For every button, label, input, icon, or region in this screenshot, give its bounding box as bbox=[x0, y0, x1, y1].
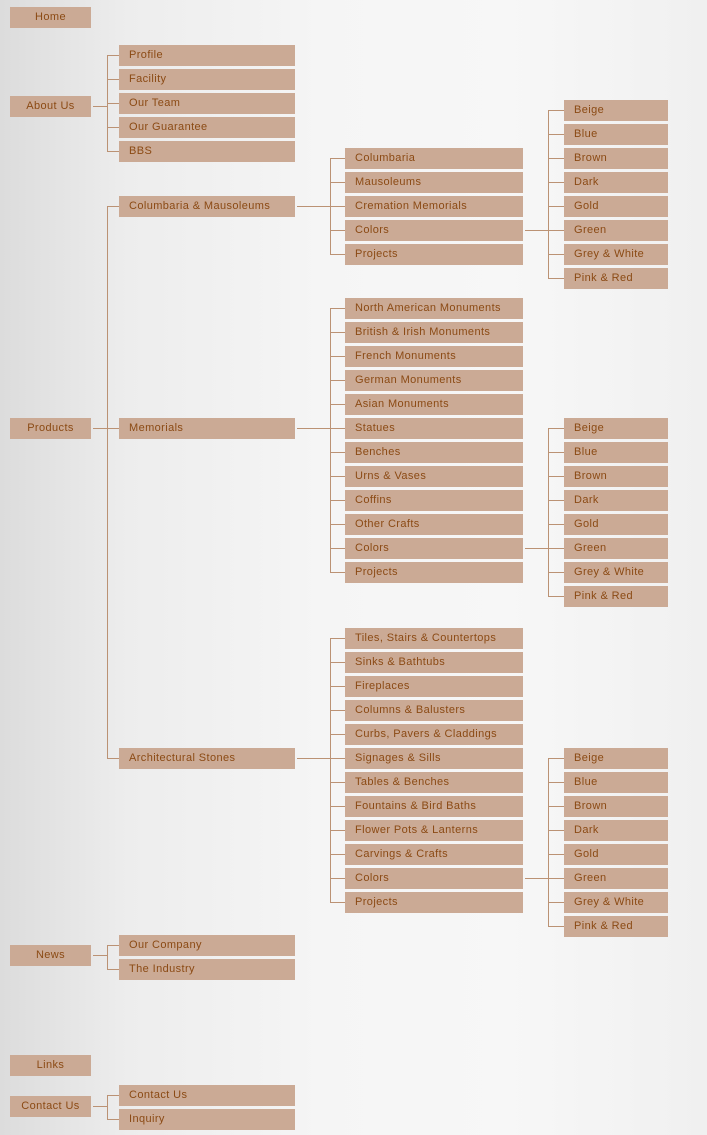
connector-stub bbox=[331, 524, 345, 525]
node-memorials[interactable]: Memorials bbox=[119, 418, 295, 439]
connector-stub bbox=[331, 854, 345, 855]
node-tiles-stairs-countertops[interactable]: Tiles, Stairs & Countertops bbox=[345, 628, 523, 649]
connector-stub bbox=[549, 830, 564, 831]
node-blue[interactable]: Blue bbox=[564, 124, 668, 145]
node-gold[interactable]: Gold bbox=[564, 844, 668, 865]
node-statues[interactable]: Statues bbox=[345, 418, 523, 439]
connector-stub bbox=[549, 758, 564, 759]
connector-vline bbox=[107, 945, 108, 970]
node-mausoleums[interactable]: Mausoleums bbox=[345, 172, 523, 193]
connector-stub bbox=[331, 206, 345, 207]
connector-stub bbox=[108, 79, 119, 80]
connector-hline bbox=[93, 1106, 108, 1107]
connector-stub bbox=[331, 332, 345, 333]
connector-hline bbox=[93, 106, 108, 107]
connector-vline bbox=[107, 55, 108, 152]
node-brown[interactable]: Brown bbox=[564, 148, 668, 169]
connector-stub bbox=[331, 710, 345, 711]
node-flower-pots-lanterns[interactable]: Flower Pots & Lanterns bbox=[345, 820, 523, 841]
connector-stub bbox=[549, 452, 564, 453]
node-facility[interactable]: Facility bbox=[119, 69, 295, 90]
node-pink-red[interactable]: Pink & Red bbox=[564, 586, 668, 607]
connector-vline bbox=[107, 206, 108, 759]
node-dark[interactable]: Dark bbox=[564, 172, 668, 193]
connector-hline bbox=[93, 955, 108, 956]
connector-stub bbox=[331, 380, 345, 381]
node-blue[interactable]: Blue bbox=[564, 442, 668, 463]
node-products[interactable]: Products bbox=[10, 418, 91, 439]
connector-stub bbox=[331, 878, 345, 879]
node-fountains-bird-baths[interactable]: Fountains & Bird Baths bbox=[345, 796, 523, 817]
node-colors[interactable]: Colors bbox=[345, 538, 523, 559]
node-urns-vases[interactable]: Urns & Vases bbox=[345, 466, 523, 487]
node-german-monuments[interactable]: German Monuments bbox=[345, 370, 523, 391]
node-other-crafts[interactable]: Other Crafts bbox=[345, 514, 523, 535]
node-green[interactable]: Green bbox=[564, 868, 668, 889]
node-coffins[interactable]: Coffins bbox=[345, 490, 523, 511]
connector-stub bbox=[331, 254, 345, 255]
node-home[interactable]: Home bbox=[10, 7, 91, 28]
node-gold[interactable]: Gold bbox=[564, 196, 668, 217]
connector-stub bbox=[331, 806, 345, 807]
node-carvings-crafts[interactable]: Carvings & Crafts bbox=[345, 844, 523, 865]
node-pink-red[interactable]: Pink & Red bbox=[564, 268, 668, 289]
node-beige[interactable]: Beige bbox=[564, 748, 668, 769]
connector-vline bbox=[330, 158, 331, 255]
node-architectural-stones[interactable]: Architectural Stones bbox=[119, 748, 295, 769]
connector-hline bbox=[297, 758, 331, 759]
node-our-guarantee[interactable]: Our Guarantee bbox=[119, 117, 295, 138]
connector-stub bbox=[549, 134, 564, 135]
node-beige[interactable]: Beige bbox=[564, 418, 668, 439]
connector-stub bbox=[549, 854, 564, 855]
connector-stub bbox=[108, 206, 119, 207]
connector-hline bbox=[525, 548, 549, 549]
node-columns-balusters[interactable]: Columns & Balusters bbox=[345, 700, 523, 721]
connector-stub bbox=[108, 945, 119, 946]
node-grey-white[interactable]: Grey & White bbox=[564, 244, 668, 265]
connector-stub bbox=[549, 476, 564, 477]
connector-stub bbox=[331, 572, 345, 573]
node-british-irish-monuments[interactable]: British & Irish Monuments bbox=[345, 322, 523, 343]
node-projects[interactable]: Projects bbox=[345, 562, 523, 583]
connector-stub bbox=[549, 548, 564, 549]
node-bbs[interactable]: BBS bbox=[119, 141, 295, 162]
node-columbaria[interactable]: Columbaria bbox=[345, 148, 523, 169]
connector-stub bbox=[549, 158, 564, 159]
connector-stub bbox=[331, 158, 345, 159]
connector-vline bbox=[107, 1095, 108, 1120]
node-curbs-pavers-claddings[interactable]: Curbs, Pavers & Claddings bbox=[345, 724, 523, 745]
connector-stub bbox=[549, 230, 564, 231]
connector-stub bbox=[108, 55, 119, 56]
node-fireplaces[interactable]: Fireplaces bbox=[345, 676, 523, 697]
node-grey-white[interactable]: Grey & White bbox=[564, 892, 668, 913]
connector-stub bbox=[331, 452, 345, 453]
connector-stub bbox=[549, 524, 564, 525]
connector-hline bbox=[525, 230, 549, 231]
node-links[interactable]: Links bbox=[10, 1055, 91, 1076]
connector-hline bbox=[297, 206, 331, 207]
node-our-team[interactable]: Our Team bbox=[119, 93, 295, 114]
connector-stub bbox=[331, 548, 345, 549]
node-columbaria-mausoleums[interactable]: Columbaria & Mausoleums bbox=[119, 196, 295, 217]
connector-stub bbox=[108, 151, 119, 152]
node-signages-sills[interactable]: Signages & Sills bbox=[345, 748, 523, 769]
connector-stub bbox=[331, 686, 345, 687]
node-benches[interactable]: Benches bbox=[345, 442, 523, 463]
connector-stub bbox=[549, 806, 564, 807]
connector-stub bbox=[331, 428, 345, 429]
connector-stub bbox=[331, 662, 345, 663]
node-dark[interactable]: Dark bbox=[564, 820, 668, 841]
connector-hline bbox=[297, 428, 331, 429]
connector-stub bbox=[331, 500, 345, 501]
connector-stub bbox=[549, 278, 564, 279]
node-our-company[interactable]: Our Company bbox=[119, 935, 295, 956]
node-french-monuments[interactable]: French Monuments bbox=[345, 346, 523, 367]
connector-stub bbox=[549, 110, 564, 111]
connector-stub bbox=[331, 782, 345, 783]
node-profile[interactable]: Profile bbox=[119, 45, 295, 66]
connector-stub bbox=[108, 428, 119, 429]
node-the-industry[interactable]: The Industry bbox=[119, 959, 295, 980]
node-dark[interactable]: Dark bbox=[564, 490, 668, 511]
connector-stub bbox=[331, 230, 345, 231]
connector-vline bbox=[548, 758, 549, 927]
connector-stub bbox=[331, 356, 345, 357]
node-tables-benches[interactable]: Tables & Benches bbox=[345, 772, 523, 793]
connector-hline bbox=[525, 878, 549, 879]
node-brown[interactable]: Brown bbox=[564, 796, 668, 817]
node-colors[interactable]: Colors bbox=[345, 220, 523, 241]
connector-vline bbox=[330, 308, 331, 573]
connector-stub bbox=[331, 902, 345, 903]
connector-stub bbox=[108, 103, 119, 104]
node-gold[interactable]: Gold bbox=[564, 514, 668, 535]
node-about-us[interactable]: About Us bbox=[10, 96, 91, 117]
connector-stub bbox=[549, 926, 564, 927]
connector-stub bbox=[549, 254, 564, 255]
connector-vline bbox=[548, 428, 549, 597]
connector-stub bbox=[549, 500, 564, 501]
connector-vline bbox=[330, 638, 331, 903]
connector-stub bbox=[108, 1095, 119, 1096]
node-contact-us[interactable]: Contact Us bbox=[10, 1096, 91, 1117]
node-inquiry[interactable]: Inquiry bbox=[119, 1109, 295, 1130]
connector-stub bbox=[549, 572, 564, 573]
connector-stub bbox=[549, 902, 564, 903]
node-blue[interactable]: Blue bbox=[564, 772, 668, 793]
connector-stub bbox=[331, 308, 345, 309]
node-cremation-memorials[interactable]: Cremation Memorials bbox=[345, 196, 523, 217]
node-grey-white[interactable]: Grey & White bbox=[564, 562, 668, 583]
connector-stub bbox=[549, 782, 564, 783]
connector-stub bbox=[108, 1119, 119, 1120]
node-sinks-bathtubs[interactable]: Sinks & Bathtubs bbox=[345, 652, 523, 673]
connector-stub bbox=[549, 596, 564, 597]
node-projects[interactable]: Projects bbox=[345, 892, 523, 913]
connector-stub bbox=[549, 182, 564, 183]
connector-stub bbox=[549, 206, 564, 207]
node-asian-monuments[interactable]: Asian Monuments bbox=[345, 394, 523, 415]
connector-stub bbox=[331, 638, 345, 639]
connector-stub bbox=[331, 734, 345, 735]
connector-stub bbox=[331, 830, 345, 831]
connector-stub bbox=[331, 476, 345, 477]
node-contact-us[interactable]: Contact Us bbox=[119, 1085, 295, 1106]
connector-vline bbox=[548, 110, 549, 279]
connector-stub bbox=[331, 404, 345, 405]
connector-stub bbox=[549, 428, 564, 429]
connector-stub bbox=[108, 758, 119, 759]
connector-stub bbox=[108, 969, 119, 970]
node-colors[interactable]: Colors bbox=[345, 868, 523, 889]
node-green[interactable]: Green bbox=[564, 538, 668, 559]
node-north-american-monuments[interactable]: North American Monuments bbox=[345, 298, 523, 319]
node-brown[interactable]: Brown bbox=[564, 466, 668, 487]
node-projects[interactable]: Projects bbox=[345, 244, 523, 265]
node-beige[interactable]: Beige bbox=[564, 100, 668, 121]
node-green[interactable]: Green bbox=[564, 220, 668, 241]
connector-hline bbox=[93, 428, 108, 429]
connector-stub bbox=[331, 758, 345, 759]
connector-stub bbox=[108, 127, 119, 128]
node-news[interactable]: News bbox=[10, 945, 91, 966]
connector-stub bbox=[549, 878, 564, 879]
node-pink-red[interactable]: Pink & Red bbox=[564, 916, 668, 937]
connector-stub bbox=[331, 182, 345, 183]
